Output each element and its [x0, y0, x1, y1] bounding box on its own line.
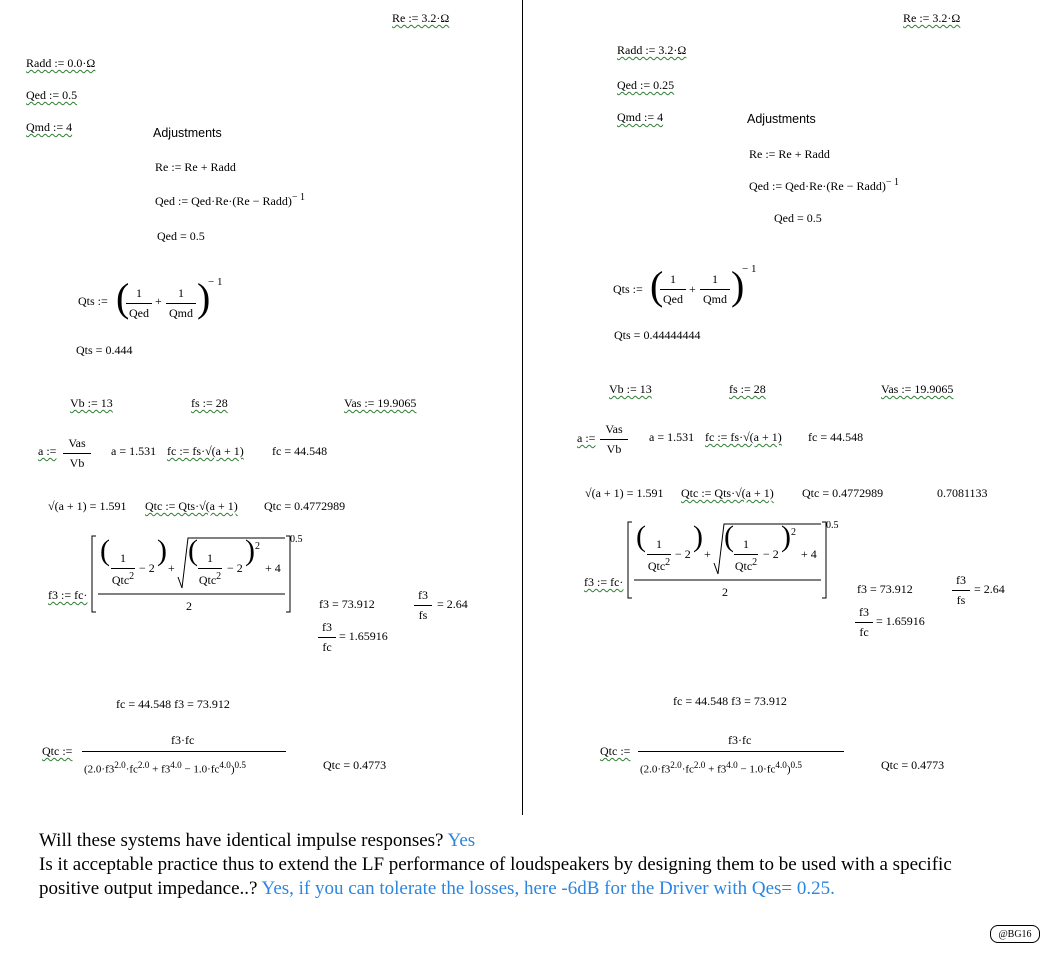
f3-over-fs-result: = 2.64 — [974, 582, 1005, 596]
question-2-line-1: Is it acceptable practice thus to extend the LF performance of loudspeakers by designing them to be used with a specific — [39, 854, 952, 875]
adjustments-label: Adjustments — [153, 126, 222, 140]
radd-definition: Radd := 0.0·Ω — [26, 56, 96, 70]
a-label: a := — [577, 431, 596, 445]
a-label: a := — [38, 444, 57, 458]
f3-over-fc-result: = 1.65916 — [339, 629, 388, 643]
column-divider — [522, 0, 523, 815]
fraction-vas-over-vb: Vas Vb — [600, 422, 628, 457]
qtc-definition: Qtc := Qts·√(a + 1) — [681, 486, 774, 500]
qtc-result: Qtc = 0.4772989 — [802, 486, 884, 500]
qed-adjust: Qed := Qed·Re·(Re − Radd)$^{- 1}$ — [155, 192, 305, 208]
fc-definition: fc := fs·√(a + 1) — [705, 430, 782, 444]
qts-result: Qts = 0.44444444 — [614, 328, 701, 342]
fraction-vas-over-vb: Vas Vb — [63, 436, 91, 471]
answer-2: Yes, if you can tolerate the losses, here -6dB for the Driver with Qes= 0.25. — [261, 878, 835, 899]
f3-label: f3 := fc· — [48, 588, 88, 602]
f3-over-fs-result: = 2.64 — [437, 597, 468, 611]
vas-definition: Vas := 19.9065 — [881, 382, 954, 396]
fraction-one-over-qed: 1 Qed — [126, 286, 152, 321]
qtc-definition: Qtc := Qts·√(a + 1) — [145, 499, 238, 513]
fraction-f3-over-fc: f3 fc — [318, 620, 336, 655]
qed-definition: Qed := 0.25 — [617, 78, 675, 92]
adjustments-label: Adjustments — [747, 112, 816, 126]
f3-label: f3 := fc· — [584, 575, 624, 589]
radd-definition: Radd := 3.2·Ω — [617, 43, 687, 57]
qtc-inverse-result: Qtc = 0.4773 — [323, 758, 387, 772]
f3-result: f3 = 73.912 — [319, 597, 375, 611]
qts-label: Qts := — [78, 294, 108, 308]
qed-result: Qed = 0.5 — [157, 229, 205, 243]
fraction-one-over-qmd: 1 Qmd — [166, 286, 196, 321]
qmd-definition: Qmd := 4 — [26, 120, 73, 134]
fs-definition: fs := 28 — [191, 396, 228, 410]
qmd-definition: Qmd := 4 — [617, 110, 664, 124]
a-result: a = 1.531 — [111, 444, 157, 458]
sqrt-result: √(a + 1) = 1.591 — [585, 486, 664, 500]
sqrt-result: √(a + 1) = 1.591 — [48, 499, 127, 513]
re-definition: Re := 3.2·Ω — [903, 11, 961, 25]
question-1: Will these systems have identical impulse responses? Yes — [39, 830, 476, 851]
paren-close: ) — [197, 275, 211, 320]
vb-definition: Vb := 13 — [609, 382, 652, 396]
re-adjust: Re := Re + Radd — [155, 160, 236, 174]
re-definition: Re := 3.2·Ω — [392, 11, 450, 25]
qed-adjust: Qed := Qed·Re·(Re − Radd)$^{- 1}$ — [749, 177, 899, 193]
fs-definition: fs := 28 — [729, 382, 766, 396]
qts-label: Qts := — [613, 282, 643, 296]
fraction-one-over-qmd: 1 Qmd — [700, 272, 730, 307]
qed-result: Qed = 0.5 — [774, 211, 822, 225]
f3-result: f3 = 73.912 — [857, 582, 913, 596]
qtc-inverse-result: Qtc = 0.4773 — [881, 758, 945, 772]
qtc-result: Qtc = 0.4772989 — [264, 499, 346, 513]
qtc-inverse-label: Qtc := — [600, 744, 631, 758]
paren-open: ( — [116, 275, 130, 320]
fc-result: fc = 44.548 — [272, 444, 328, 458]
vas-definition: Vas := 19.9065 — [344, 396, 417, 410]
fc-definition: fc := fs·√(a + 1) — [167, 444, 244, 458]
summary: fc = 44.548 f3 = 73.912 — [673, 694, 787, 708]
vb-definition: Vb := 13 — [70, 396, 113, 410]
extra-value: 0.7081133 — [937, 486, 988, 500]
fraction-f3-over-fc: f3 fc — [855, 605, 873, 640]
fraction-f3-over-fs: f3 fs — [414, 588, 432, 623]
qed-definition: Qed := 0.5 — [26, 88, 78, 102]
qtc-inverse-label: Qtc := — [42, 744, 73, 758]
fraction-f3-over-fs: f3 fs — [952, 573, 970, 608]
fraction-one-over-qed: 1 Qed — [660, 272, 686, 307]
re-adjust: Re := Re + Radd — [749, 147, 830, 161]
answer-1: Yes — [447, 830, 476, 851]
fc-result: fc = 44.548 — [808, 430, 864, 444]
f3-over-fc-result: = 1.65916 — [876, 614, 925, 628]
summary: fc = 44.548 f3 = 73.912 — [116, 697, 230, 711]
question-2-line-2: positive output impedance..? Yes, if you can tolerate the losses, here -6dB for the Driver with Qes= 0.25. — [39, 878, 835, 899]
a-result: a = 1.531 — [649, 430, 695, 444]
author-badge: @BG16 — [990, 925, 1040, 943]
qts-result: Qts = 0.444 — [76, 343, 133, 357]
